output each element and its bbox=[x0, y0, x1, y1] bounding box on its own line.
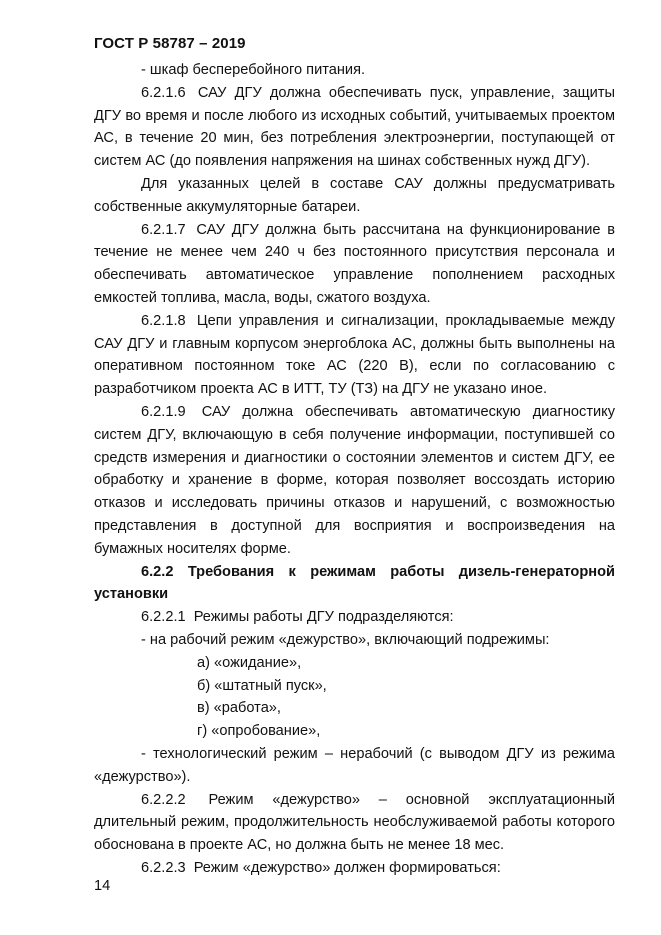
standard-header: ГОСТ Р 58787 – 2019 bbox=[94, 35, 246, 52]
paragraph-6-2-1-6 bbox=[94, 82, 615, 173]
heading-word: работы bbox=[390, 563, 445, 580]
paragraph-6-2-1-9 bbox=[94, 401, 615, 561]
section-number: 6.2.1.7 bbox=[141, 221, 186, 238]
paragraph-6-2-1-8 bbox=[94, 310, 615, 401]
section-number: 6.2.2.3 bbox=[141, 859, 186, 876]
section-heading-6-2-2 bbox=[94, 561, 615, 584]
section-number: 6.2.2.2 bbox=[141, 791, 186, 808]
paragraph-text: Режим «дежурство» должен формироваться: bbox=[193, 859, 501, 876]
section-number: 6.2.1.8 bbox=[141, 312, 186, 329]
section-number: 6.2.1.6 bbox=[141, 84, 186, 101]
paragraph-text: САУ ДГУ должна обеспечивать пуск, управление, защиты ДГУ во время и после любого из исходных событий, учитываемых проектом АС, в течение 20 мин, без потребления электроэнергии, поступающей от систем АС (до появления напряжения на шинах собственных нужд ДГУ). bbox=[94, 84, 615, 170]
list-item-ups: - шкаф бесперебойного питания. bbox=[141, 62, 366, 78]
paragraph-text: САУ ДГУ должна быть рассчитана на функционирование в течение не менее чем 240 ч без постоянного присутствия персонала и обеспечивать автоматическое управление пополнением расходных емкостей топлива, масла, воды, сжатого воздуха. bbox=[94, 221, 615, 306]
section-number: 6.2.1.9 bbox=[141, 403, 186, 420]
heading-number: 6.2.2 bbox=[141, 563, 174, 580]
list-item-duty-mode: - на рабочий режим «дежурство», включающий подрежимы: bbox=[141, 631, 550, 648]
page-number: 14 bbox=[94, 878, 111, 894]
list-item-tech-mode: - технологический режим – нерабочий (с выводом ДГУ из режима «дежурство»). bbox=[94, 745, 615, 785]
paragraph-6-2-2-3 bbox=[94, 857, 615, 880]
heading-word: дизель-генераторной bbox=[458, 563, 615, 580]
sub-item-d: г) «опробование», bbox=[197, 723, 321, 740]
document-body bbox=[94, 59, 615, 880]
paragraph-6-2-2-2 bbox=[94, 789, 615, 857]
paragraph-text: Режим «дежурство» – основной эксплуатационный длительный режим, продолжительность необслуживаемой работы которого обоснована в проекте АС, но должна быть не менее 18 мес. bbox=[94, 791, 615, 854]
paragraph-text: Цепи управления и сигнализации, прокладываемые между САУ ДГУ и главным корпусом энергоблока АС, должны быть выполнены на оперативном постоянном токе АС (220 В), если по согласованию с разработчиком проекта АС в ИТТ, ТУ (ТЗ) на ДГУ не указано иное. bbox=[94, 312, 616, 398]
sub-item-a: а) «ожидание», bbox=[197, 654, 302, 671]
paragraph-batteries: Для указанных целей в составе САУ должны предусматривать собственные аккумуляторные батареи. bbox=[94, 175, 615, 215]
section-number: 6.2.2.1 bbox=[141, 609, 186, 626]
sub-item-b: б) «штатный пуск», bbox=[197, 677, 327, 694]
paragraph-6-2-2-1 bbox=[94, 606, 615, 629]
paragraph-text: САУ должна обеспечивать автоматическую диагностику систем ДГУ, включающую в себя получение информации, поступившей со средств измерения и диагностики о состоянии элементов и систем ДГУ, ее обработку и хранение в форме, которая позволяет воссоздать историю отказов и исследовать причины отказов и нарушений, с возможностью представления в доступной для восприятия и воспроизведения на бумажных носителях форме. bbox=[94, 403, 616, 557]
heading-word: к bbox=[288, 563, 296, 580]
heading-word: режимам bbox=[310, 563, 376, 580]
sub-item-c: в) «работа», bbox=[197, 700, 281, 717]
paragraph-6-2-1-7 bbox=[94, 219, 615, 310]
paragraph-text: Режимы работы ДГУ подразделяются: bbox=[193, 609, 454, 626]
heading-word: Требования bbox=[187, 563, 275, 580]
section-heading-continuation: установки bbox=[94, 586, 169, 603]
